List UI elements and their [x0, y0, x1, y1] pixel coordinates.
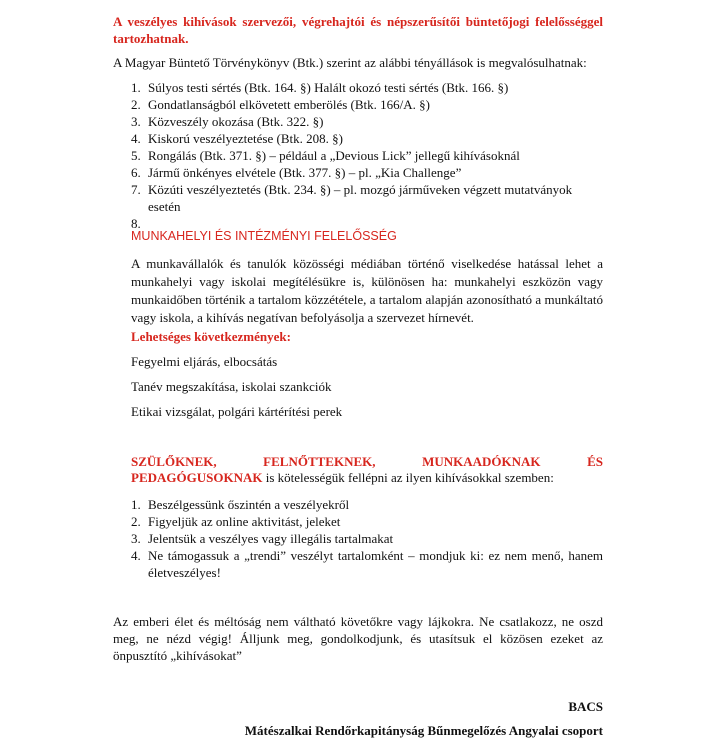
audience-word: MUNKAADÓKNAK — [422, 454, 541, 469]
audience-word: ÉS — [587, 454, 603, 469]
list-item: 2. Gondatlanságból elkövetett emberölés (Btk. 166/A. §) — [131, 97, 430, 112]
list-item: 1. Súlyos testi sértés (Btk. 164. §) Halált okozó testi sértés (Btk. 166. §) — [131, 80, 509, 95]
signature-short: BACS — [568, 699, 603, 714]
closing-text: Az emberi élet és méltóság nem váltható követőkre vagy lájkokra. Ne csatlakozz, ne oszd meg, ne nézd végig! Álljunk meg, gondolkodjunk, és utasítsuk el közösen ezeket az önpusztító „kihívásokat” — [113, 614, 603, 663]
audience-line — [131, 453, 603, 470]
audience-line-2: PEDAGÓGUSOKNAK is kötelességük fellépni az ilyen kihívásokkal szemben: — [131, 470, 554, 485]
list-item: 5. Rongálás (Btk. 371. §) – például a „Devious Lick” jellegű kihívásoknál — [131, 148, 520, 163]
list-item: 4. Ne támogassuk a „trendi” veszélyt tartalomként – mondjuk ki: ez nem menő, hanem életveszélyes! — [131, 548, 603, 580]
signature-full: Mátészalkai Rendőrkapitányság Bűnmegelőzés Angyalai csoport — [244, 723, 603, 738]
consequences-heading: Lehetséges következmények: — [131, 329, 291, 344]
consequence-item: Fegyelmi eljárás, elbocsátás — [131, 354, 278, 369]
list-item: 1. Beszélgessünk őszintén a veszélyekről — [131, 497, 350, 512]
consequence-item: Etikai vizsgálat, polgári kártérítési perek — [131, 404, 343, 419]
duty-list — [131, 496, 603, 581]
workplace-text: A munkavállalók és tanulók közösségi médiában történő viselkedése hatással lehet a munkahelyi vagy iskolai megítélésükre is, különösen ha: munkahelyi eszközön vagy munkaidőben történik a tartalom közzététele, a tartalom alapján azonosítható a munkáltató vagy iskola, a kihívás negatívan befolyásolja a szervezet hírnevét. — [131, 256, 603, 325]
list-item: 3. Közveszély okozása (Btk. 322. §) — [131, 114, 324, 129]
workplace-heading: MUNKAHELYI ÉS INTÉZMÉNYI FELELŐSSÉG — [131, 229, 397, 243]
list-item: 2. Figyeljük az online aktivitást, jeleket — [131, 514, 341, 529]
list-item: 7. Közúti veszélyeztetés (Btk. 234. §) – pl. mozgó járműveken végzett mutatványok esetén — [131, 182, 573, 214]
warning-title: A veszélyes kihívások szervezői, végrehajtói és népszerűsítői büntetőjogi felelősséggel tartozhatnak. — [113, 14, 603, 46]
list-item: 4. Kiskorú veszélyeztetése (Btk. 208. §) — [131, 131, 343, 146]
btk-list: 1. Súlyos testi sértés (Btk. 164. §) Halált okozó testi sértés (Btk. 166. §) 2. Gondatlanságból elkövetett emberölés (Btk. 166/A. §) 3. Közveszély okozása (Btk. 322. §) 4. Kiskorú veszélyeztetése (Btk. 208. §) 5. Rongálás (Btk. 371. §) – például a „Devious Lick” jellegű kihívásoknál 6. Jármű önkényes elvétele (Btk. 377. §) – pl. „Kia Challenge” 7. Közúti veszélyeztetés (Btk. 234. §) – pl. mozgó járműveken végzett mutatványok esetén 8. — [131, 79, 603, 215]
list-item: 3. Jelentsük a veszélyes vagy illegális tartalmakat — [131, 531, 394, 546]
audience-word: FELNŐTTEKNEK, — [263, 454, 376, 469]
btk-intro: A Magyar Büntető Törvénykönyv (Btk.) szerint az alábbi tényállások is megvalósulhatnak: — [113, 55, 587, 70]
audience-word: SZÜLŐKNEK, — [131, 454, 217, 469]
list-item: 6. Jármű önkényes elvétele (Btk. 377. §) – pl. „Kia Challenge” — [131, 165, 462, 180]
consequence-item: Tanév megszakítása, iskolai szankciók — [131, 379, 332, 394]
